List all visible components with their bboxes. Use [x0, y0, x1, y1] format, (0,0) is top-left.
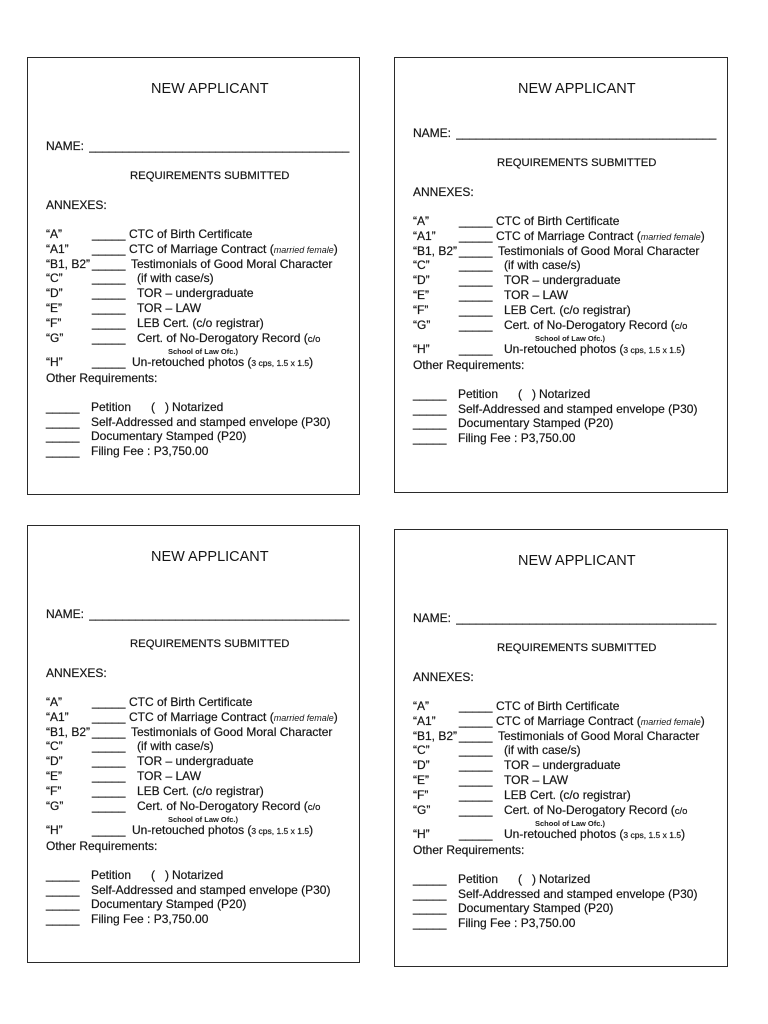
annex-row-c: [28, 271, 359, 285]
annex-row-f: [28, 784, 359, 798]
annexes-label-row: [28, 198, 359, 212]
requirements-heading-row: [28, 169, 359, 183]
annex-blank: _____: [92, 769, 126, 783]
other-requirements-label: Other Requirements:: [46, 371, 158, 385]
annex-code: “B1, B2”: [413, 729, 458, 743]
annex-description-wrap: [504, 827, 685, 842]
annex-blank: _____: [92, 823, 126, 837]
form-title-row: [28, 548, 359, 566]
annex-subline: School of Law Ofc.): [168, 815, 239, 824]
name-field: [28, 607, 359, 621]
name-label: NAME:: [46, 607, 85, 621]
annex-code: “A1”: [413, 229, 436, 243]
annex-code: “F”: [413, 788, 429, 802]
annex-blank: _____: [459, 258, 493, 272]
annex-blank: _____: [92, 355, 126, 369]
annex-blank: _____: [459, 273, 493, 287]
annex-description: CTC of Marriage Contract (: [129, 710, 274, 724]
annex-blank: _____: [459, 303, 493, 317]
other-row-envelope: [395, 402, 727, 416]
annex-note-close: ): [333, 710, 338, 724]
annex-blank: _____: [459, 788, 493, 802]
annexes-label-row: [395, 670, 727, 684]
annex-note: c/o: [307, 802, 321, 813]
annex-description: TOR – LAW: [504, 773, 569, 787]
other-row-filing-fee: [395, 431, 727, 445]
other-description: Self-Addressed and stamped envelope (P30): [91, 415, 331, 429]
annex-description: TOR – undergraduate: [504, 273, 621, 287]
annex-subline: School of Law Ofc.): [535, 819, 606, 828]
other-blank: _____: [46, 912, 80, 926]
annex-description: Cert. of No-Derogatory Record (: [137, 331, 308, 345]
annex-description-wrap: [504, 342, 685, 357]
annex-row-f: [395, 303, 727, 317]
annex-note-close: ): [700, 229, 705, 243]
other-description: Documentary Stamped (P20): [91, 429, 247, 443]
annex-description-wrap: [137, 331, 320, 347]
name-field: [395, 126, 727, 140]
other-row-petition: [28, 400, 359, 414]
other-description: Self-Addressed and stamped envelope (P30): [458, 887, 698, 901]
other-blank: _____: [413, 387, 447, 401]
annex-blank: _____: [459, 803, 493, 817]
other-row-filing-fee: [28, 444, 359, 458]
annex-code: “E”: [413, 773, 429, 787]
annex-note: c/o: [674, 321, 688, 332]
annex-row-e: [28, 769, 359, 783]
annex-blank: _____: [92, 257, 126, 271]
annex-row-h: [28, 823, 359, 837]
annex-code: “H”: [46, 355, 63, 369]
annex-row-a: [395, 699, 727, 713]
annex-blank: _____: [92, 754, 126, 768]
other-description: Documentary Stamped (P20): [458, 901, 614, 915]
other-description: Documentary Stamped (P20): [91, 897, 247, 911]
other-requirements-label-row: [395, 358, 727, 372]
annex-code: “G”: [413, 318, 431, 332]
annex-description-wrap: [496, 714, 705, 729]
annex-row-d: [28, 754, 359, 768]
annex-row-a1: [28, 710, 359, 724]
annex-code: “D”: [413, 273, 430, 287]
name-label: NAME:: [413, 126, 452, 140]
annex-code: “A”: [413, 214, 429, 228]
annexes-label: ANNEXES:: [413, 670, 474, 684]
annex-code: “F”: [413, 303, 429, 317]
annex-code: “E”: [46, 301, 62, 315]
name-blank-line: _______________________________________: [89, 139, 350, 153]
other-blank: _____: [46, 415, 80, 429]
notarized-check-parens: ( ): [151, 400, 169, 414]
notarized-label: Notarized: [539, 872, 591, 886]
other-row-documentary-stamp: [395, 901, 727, 915]
annex-row-g: [395, 318, 727, 332]
annex-code: “E”: [413, 288, 429, 302]
annex-description: Un-retouched photos (: [132, 355, 252, 369]
annex-description: TOR – undergraduate: [137, 754, 254, 768]
annex-note: c/o: [674, 806, 688, 817]
annex-blank: _____: [92, 695, 126, 709]
annexes-label-row: [395, 185, 727, 199]
annex-blank: _____: [459, 288, 493, 302]
form-title-row: [28, 80, 359, 98]
requirements-heading: REQUIREMENTS SUBMITTED: [130, 638, 290, 650]
annex-note-close: ): [309, 823, 314, 837]
other-blank: _____: [46, 868, 80, 882]
annex-description: (if with case/s): [137, 271, 214, 285]
annex-blank: _____: [92, 331, 126, 345]
annex-description: Un-retouched photos (: [504, 827, 624, 841]
requirements-heading-row: [395, 156, 727, 170]
annex-description: CTC of Marriage Contract (: [129, 242, 274, 256]
annex-blank: _____: [92, 271, 126, 285]
annex-blank: _____: [459, 714, 493, 728]
annex-description: LEB Cert. (c/o registrar): [504, 788, 631, 802]
other-requirements-label: Other Requirements:: [46, 839, 158, 853]
annex-blank: _____: [92, 286, 126, 300]
other-blank: _____: [413, 901, 447, 915]
annexes-label: ANNEXES:: [413, 185, 474, 199]
notarized-check-parens: ( ): [151, 868, 169, 882]
annex-description: LEB Cert. (c/o registrar): [137, 316, 264, 330]
annex-blank: _____: [92, 242, 126, 256]
annex-row-f: [28, 316, 359, 330]
annex-description: Testimonials of Good Moral Character: [498, 244, 700, 258]
other-blank: _____: [413, 402, 447, 416]
other-blank: _____: [413, 916, 447, 930]
annex-description: TOR – undergraduate: [504, 758, 621, 772]
annex-blank: _____: [459, 743, 493, 757]
other-row-documentary-stamp: [395, 416, 727, 430]
annex-note-close: ): [700, 714, 705, 728]
annex-note: c/o: [307, 334, 321, 345]
annex-description: (if with case/s): [504, 258, 581, 272]
annex-row-b1-b2: [28, 725, 359, 739]
other-row-petition: [395, 872, 727, 886]
annex-row-e: [395, 773, 727, 787]
annex-row-c: [28, 739, 359, 753]
annex-code: “C”: [46, 739, 63, 753]
annex-row-c: [395, 258, 727, 272]
annex-description: Un-retouched photos (: [504, 342, 624, 356]
other-blank: _____: [46, 429, 80, 443]
other-row-filing-fee: [395, 916, 727, 930]
annex-code: “D”: [46, 286, 63, 300]
form-title: NEW APPLICANT: [518, 81, 636, 97]
requirements-heading: REQUIREMENTS SUBMITTED: [497, 157, 657, 169]
annex-code: “F”: [46, 316, 62, 330]
annex-row-e: [395, 288, 727, 302]
annex-description: Un-retouched photos (: [132, 823, 252, 837]
requirements-heading: REQUIREMENTS SUBMITTED: [130, 170, 290, 182]
annex-blank: _____: [459, 229, 493, 243]
annex-row-b1-b2: [28, 257, 359, 271]
annex-description: CTC of Marriage Contract (: [496, 229, 641, 243]
annex-blank: _____: [92, 725, 126, 739]
requirements-heading-row: [28, 637, 359, 651]
other-row-envelope: [28, 415, 359, 429]
other-description: Petition: [458, 387, 499, 401]
name-field: [395, 611, 727, 625]
other-requirements-label-row: [28, 371, 359, 385]
annex-blank: _____: [459, 699, 493, 713]
annex-code: “G”: [46, 331, 64, 345]
annex-row-e: [28, 301, 359, 315]
annex-description: Cert. of No-Derogatory Record (: [504, 318, 675, 332]
other-requirements-label: Other Requirements:: [413, 843, 525, 857]
annex-blank: _____: [92, 799, 126, 813]
other-blank: _____: [46, 400, 80, 414]
annex-row-g: [395, 803, 727, 817]
other-blank: _____: [46, 897, 80, 911]
annex-row-g: [28, 331, 359, 345]
annex-note: married female: [273, 713, 334, 723]
annex-description-wrap: [129, 242, 338, 257]
annex-description: CTC of Birth Certificate: [496, 214, 620, 228]
name-field: [28, 139, 359, 153]
annex-row-a1: [395, 229, 727, 243]
other-description: Documentary Stamped (P20): [458, 416, 614, 430]
other-description: Petition: [91, 868, 132, 882]
annex-code: “A1”: [46, 710, 69, 724]
annex-row-f: [395, 788, 727, 802]
other-description: Filing Fee : P3,750.00: [458, 431, 576, 445]
annex-blank: _____: [459, 318, 493, 332]
form-title: NEW APPLICANT: [151, 81, 269, 97]
annex-description: Cert. of No-Derogatory Record (: [504, 803, 675, 817]
annex-note: 3 cps, 1.5 x 1.5: [251, 826, 310, 836]
annex-row-d: [395, 758, 727, 772]
annex-code: “A1”: [413, 714, 436, 728]
name-blank-line: _______________________________________: [89, 607, 350, 621]
annex-row-b1-b2: [395, 244, 727, 258]
annex-code: “G”: [46, 799, 64, 813]
form-title: NEW APPLICANT: [518, 553, 636, 569]
other-row-envelope: [395, 887, 727, 901]
annex-row-a1: [395, 714, 727, 728]
annex-description: Testimonials of Good Moral Character: [131, 257, 333, 271]
annex-description: CTC of Marriage Contract (: [496, 714, 641, 728]
annex-row-b1-b2: [395, 729, 727, 743]
annex-description: LEB Cert. (c/o registrar): [504, 303, 631, 317]
other-description: Filing Fee : P3,750.00: [91, 912, 209, 926]
requirements-heading: REQUIREMENTS SUBMITTED: [497, 642, 657, 654]
annex-description: LEB Cert. (c/o registrar): [137, 784, 264, 798]
annex-description: (if with case/s): [504, 743, 581, 757]
annex-note-close: ): [681, 342, 686, 356]
other-row-envelope: [28, 883, 359, 897]
annex-description: Cert. of No-Derogatory Record (: [137, 799, 308, 813]
name-label: NAME:: [413, 611, 452, 625]
annex-code: “A”: [46, 695, 62, 709]
annex-blank: _____: [459, 342, 493, 356]
annex-description-wrap: [504, 803, 687, 819]
annex-description: TOR – LAW: [137, 769, 202, 783]
notarized-label: Notarized: [539, 387, 591, 401]
annex-code: “H”: [413, 827, 430, 841]
notarized-label: Notarized: [172, 400, 224, 414]
other-description: Filing Fee : P3,750.00: [91, 444, 209, 458]
annex-note: married female: [640, 717, 701, 727]
annex-code: “D”: [413, 758, 430, 772]
annex-code: “B1, B2”: [413, 244, 458, 258]
annex-blank: _____: [459, 729, 493, 743]
annexes-label: ANNEXES:: [46, 198, 107, 212]
other-requirements-label-row: [395, 843, 727, 857]
annex-note-close: ): [309, 355, 314, 369]
form-title-row: [395, 80, 727, 98]
annex-note: married female: [273, 245, 334, 255]
annex-blank: _____: [92, 784, 126, 798]
other-row-documentary-stamp: [28, 429, 359, 443]
annexes-label-row: [28, 666, 359, 680]
annex-description-wrap: [132, 823, 313, 838]
annex-code: “A”: [46, 227, 62, 241]
annex-description: Testimonials of Good Moral Character: [498, 729, 700, 743]
other-description: Petition: [91, 400, 132, 414]
other-row-documentary-stamp: [28, 897, 359, 911]
notarized-check-parens: ( ): [518, 387, 536, 401]
annex-row-d: [28, 286, 359, 300]
annex-description: (if with case/s): [137, 739, 214, 753]
annex-row-g: [28, 799, 359, 813]
other-row-petition: [395, 387, 727, 401]
annex-description: CTC of Birth Certificate: [496, 699, 620, 713]
applicant-form-3: [27, 525, 360, 963]
name-label: NAME:: [46, 139, 85, 153]
annex-code: “E”: [46, 769, 62, 783]
other-blank: _____: [46, 444, 80, 458]
annex-blank: _____: [459, 827, 493, 841]
applicant-form-4: [394, 529, 728, 967]
annex-row-d: [395, 273, 727, 287]
annex-row-c: [395, 743, 727, 757]
annex-blank: _____: [92, 739, 126, 753]
other-blank: _____: [413, 416, 447, 430]
other-row-petition: [28, 868, 359, 882]
annex-code: “F”: [46, 784, 62, 798]
annex-description-wrap: [496, 229, 705, 244]
annex-description: TOR – undergraduate: [137, 286, 254, 300]
other-blank: _____: [413, 887, 447, 901]
name-blank-line: _______________________________________: [456, 611, 717, 625]
annex-code: “H”: [46, 823, 63, 837]
other-row-filing-fee: [28, 912, 359, 926]
annex-description-wrap: [504, 318, 687, 334]
annex-description: CTC of Birth Certificate: [129, 695, 253, 709]
annex-description: TOR – LAW: [137, 301, 202, 315]
notarized-label: Notarized: [172, 868, 224, 882]
annex-description-wrap: [137, 799, 320, 815]
notarized-check-parens: ( ): [518, 872, 536, 886]
other-blank: _____: [46, 883, 80, 897]
annex-code: “A”: [413, 699, 429, 713]
annex-row-a: [28, 695, 359, 709]
annex-row-h: [395, 827, 727, 841]
annex-note: 3 cps, 1.5 x 1.5: [251, 358, 310, 368]
annex-code: “B1, B2”: [46, 725, 91, 739]
other-description: Filing Fee : P3,750.00: [458, 916, 576, 930]
annex-row-h: [28, 355, 359, 369]
annex-blank: _____: [92, 710, 126, 724]
annex-row-a: [395, 214, 727, 228]
annex-row-h: [395, 342, 727, 356]
annex-row-a1: [28, 242, 359, 256]
other-description: Self-Addressed and stamped envelope (P30): [458, 402, 698, 416]
annex-blank: _____: [459, 758, 493, 772]
annex-subline: School of Law Ofc.): [535, 334, 606, 343]
applicant-form-2: [394, 57, 728, 493]
requirements-heading-row: [395, 641, 727, 655]
annex-blank: _____: [92, 316, 126, 330]
applicant-form-1: [27, 57, 360, 495]
other-requirements-label: Other Requirements:: [413, 358, 525, 372]
annex-note: 3 cps, 1.5 x 1.5: [623, 830, 682, 840]
annex-blank: _____: [92, 301, 126, 315]
other-blank: _____: [413, 431, 447, 445]
other-blank: _____: [413, 872, 447, 886]
annex-code: “G”: [413, 803, 431, 817]
annex-code: “B1, B2”: [46, 257, 91, 271]
annex-note-close: ): [333, 242, 338, 256]
name-blank-line: _______________________________________: [456, 126, 717, 140]
annex-description-wrap: [129, 710, 338, 725]
annex-code: “H”: [413, 342, 430, 356]
form-title: NEW APPLICANT: [151, 549, 269, 565]
other-description: Petition: [458, 872, 499, 886]
annex-description: TOR – LAW: [504, 288, 569, 302]
annex-subline: School of Law Ofc.): [168, 347, 239, 356]
annex-note: married female: [640, 232, 701, 242]
form-title-row: [395, 552, 727, 570]
annex-code: “C”: [413, 258, 430, 272]
annex-note-close: ): [681, 827, 686, 841]
annex-blank: _____: [459, 214, 493, 228]
annex-note: 3 cps, 1.5 x 1.5: [623, 345, 682, 355]
annex-code: “C”: [46, 271, 63, 285]
annex-code: “D”: [46, 754, 63, 768]
annexes-label: ANNEXES:: [46, 666, 107, 680]
annex-blank: _____: [459, 773, 493, 787]
annex-description: Testimonials of Good Moral Character: [131, 725, 333, 739]
other-description: Self-Addressed and stamped envelope (P30): [91, 883, 331, 897]
annex-blank: _____: [92, 227, 126, 241]
annex-description-wrap: [132, 355, 313, 370]
other-requirements-label-row: [28, 839, 359, 853]
annex-description: CTC of Birth Certificate: [129, 227, 253, 241]
annex-blank: _____: [459, 244, 493, 258]
annex-code: “C”: [413, 743, 430, 757]
annex-row-a: [28, 227, 359, 241]
annex-code: “A1”: [46, 242, 69, 256]
